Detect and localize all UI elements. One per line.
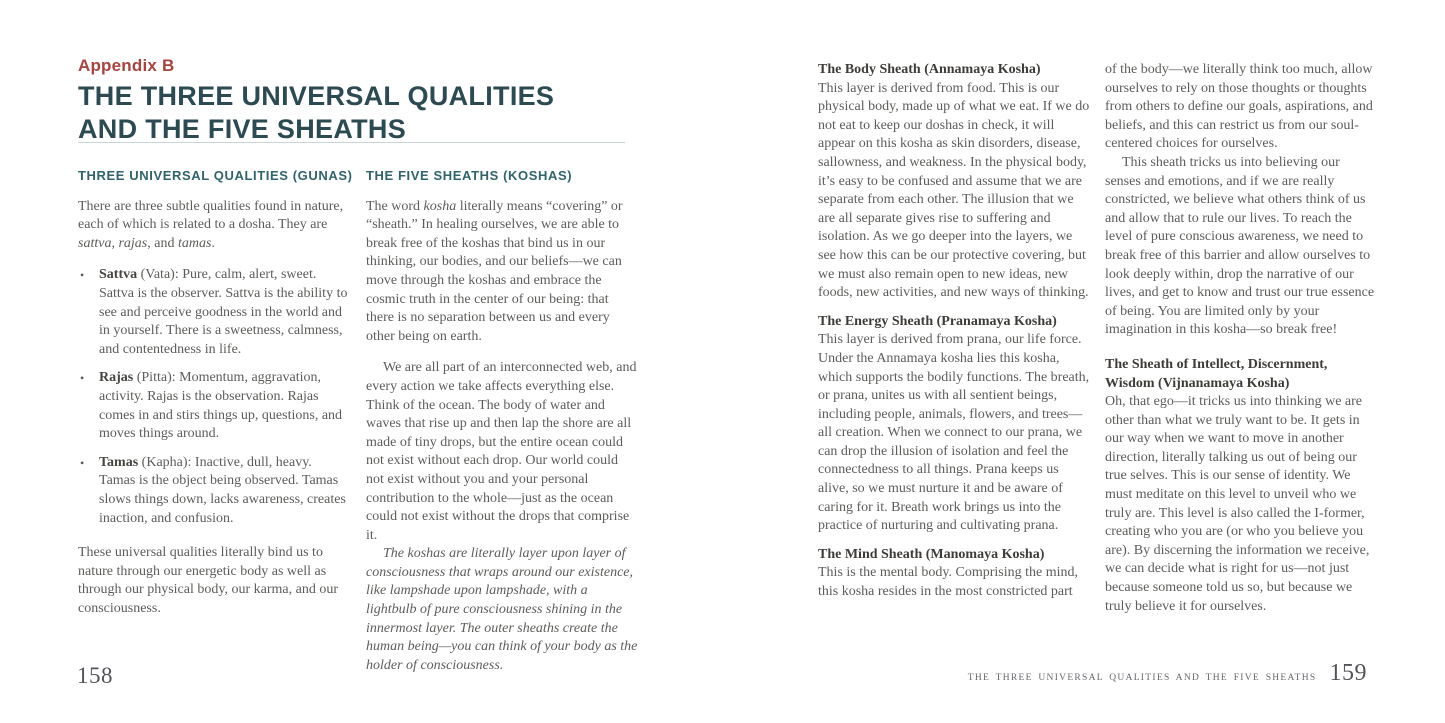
page-title-line2: AND THE FIVE SHEATHS bbox=[78, 114, 407, 144]
bullet-term: Tamas bbox=[99, 454, 139, 470]
koshas-column bbox=[366, 167, 638, 675]
bullet-text: (Kapha): Inactive, dull, heavy. Tamas is the object being observed. Tamas slows things down, lacks awareness, creates inaction, and confusion. bbox=[99, 454, 346, 526]
bullet-icon: • bbox=[80, 371, 85, 386]
section-title: The Body Sheath (Annamaya Kosha) bbox=[818, 62, 1041, 77]
sheaths-column-1 bbox=[818, 61, 1090, 612]
section-body: This layer is derived from prana, our life force. Under the Annamaya kosha lies this kosha, which supports the bodily functions. The breath, or prana, unites us with all sentient beings, including people, animals, flowers, and trees—all creation. When we connect to our prana, we can drop the illusion of isolation and feel the connectedness to all things. Prana keeps us alive, so we must nurture it and be aware of caring for it. Breath work brings us into the practice of nurturing and cultivating prana. bbox=[818, 332, 1090, 534]
mind-sheath-continuation-2: This sheath tricks us into believing our senses and emotions, and if we are really constricted, we believe what others think of us and allow that to rule our lives. To reach the level of pure conscious awareness, we need to break free of this barrier and allow ourselves to look deeply within, drop the narrative of our lives, and get to know and trust our true essence of being. You are limited only by your imagination in this kosha—so break free! bbox=[1105, 154, 1375, 338]
page-number-left: 158 bbox=[77, 663, 113, 688]
bullet-text: (Vata): Pure, calm, alert, sweet. Sattva is the observer. Sattva is the ability to see and perceive goodness in the world and in yourself. There is a sweetness, calmness, and contentedness in life. bbox=[99, 267, 348, 357]
bullet-term: Rajas bbox=[99, 370, 134, 386]
section-body: This layer is derived from food. This is our physical body, made up of what we eat. If we do not eat to keep our doshas in check, it will appear on this kosha as skin disorders, disease, sallowness, and weakness. In the physical body, it’s easy to be confused and assume that we are separate from each other. The illusion that we are all separate gives rise to suffering and isolation. As we go deeper into the layers, we see how this can be our protective covering, but we must also remain open to new ideas, new foods, new activities, and new ways of thinking. bbox=[818, 80, 1090, 301]
list-item-rajas bbox=[78, 369, 350, 443]
section-body: This is the mental body. Comprising the mind, this kosha resides in the most constricted part bbox=[818, 565, 1079, 600]
page-title bbox=[78, 80, 638, 146]
chapter-header bbox=[78, 55, 638, 146]
list-item-sattva bbox=[78, 266, 350, 359]
bullet-icon: • bbox=[80, 455, 85, 470]
title-divider bbox=[78, 142, 625, 143]
running-footer-text: THE THREE UNIVERSAL QUALITIES AND THE FIVE SHEATHS bbox=[967, 673, 1317, 683]
koshas-paragraph-2: We are all part of an interconnected web, and every action we take affects everything else. Think of the ocean. The body of water and waves that rise up and then lap the shore are all made of tiny drops, but the entire ocean could not exist without each drop. Our world could not exist without you and your personal contribution to the whole—just as the ocean could not exist without the drops that comprise it. bbox=[366, 360, 637, 543]
list-item-tamas bbox=[78, 454, 350, 528]
bullet-icon: • bbox=[80, 268, 85, 283]
gunas-intro-paragraph: There are three subtle qualities found in nature, each of which is related to a dosha. They are sattva, rajas, and tamas. bbox=[78, 198, 344, 251]
mind-sheath-continuation: of the body—we literally think too much, allow ourselves to rely on those thoughts or thoughts from others to define our goals, aspirations, and beliefs, and this can restrict us from our soul-centered choices for ourselves. bbox=[1105, 62, 1373, 152]
section-energy-sheath bbox=[818, 313, 1090, 536]
section-body: Oh, that ego—it tricks us into thinking we are other than what we truly want to be. It gets in our way when we want to move in another direction, literally talking us out of being our true selves. This is our sense of identity. We must meditate on this level to unveil who we truly are. This level is also called the I-former, creating who you are (or who you believe you are). By discerning the information we receive, we can decide what is right for us—not just because someone told us so, but because we truly believe it for ourselves. bbox=[1105, 394, 1370, 614]
section-title: The Mind Sheath (Manomaya Kosha) bbox=[818, 546, 1045, 562]
gunas-outro-paragraph: These universal qualities literally bind us to nature through our energetic body as well as through our physical body, our karma, and our consciousness. bbox=[78, 545, 338, 616]
section-intellect-sheath bbox=[1105, 356, 1377, 616]
left-page-footer bbox=[77, 663, 113, 689]
koshas-paragraph-3: The koshas are literally layer upon layer of consciousness that wraps around our existence, like lampshade upon lampshade, with a lightbulb of pure consciousness shining in the innermost layer. The outer sheaths create the human being—you can think of your body as the holder of consciousness. bbox=[366, 546, 638, 673]
page-title-line1: THE THREE UNIVERSAL QUALITIES bbox=[78, 81, 555, 111]
gunas-heading: THREE UNIVERSAL QUALITIES (GUNAS) bbox=[78, 168, 353, 183]
section-mind-sheath bbox=[818, 546, 1090, 602]
gunas-column bbox=[78, 167, 353, 631]
section-title: The Sheath of Intellect, Discernment, Wisdom (Vijnanamaya Kosha) bbox=[1105, 356, 1328, 391]
koshas-heading: THE FIVE SHEATHS (KOSHAS) bbox=[366, 168, 573, 183]
bullet-term: Sattva bbox=[99, 267, 138, 283]
right-page-footer bbox=[968, 660, 1367, 687]
sheaths-column-2 bbox=[1105, 61, 1377, 626]
bullet-text: (Pitta): Momentum, aggravation, activity. Rajas is the observation. Rajas comes in and stirs things up, questions, and moves things around. bbox=[99, 370, 343, 442]
section-body-sheath bbox=[818, 61, 1090, 303]
koshas-paragraph-1: The word kosha literally means “covering” or “sheath.” In healing ourselves, we are able to break free of the koshas that bind us in our thinking, our bodies, and our beliefs—we can move through the koshas and embrace the cosmic truth in the center of our being: that there is no separation between us and every other being on earth. bbox=[366, 198, 623, 344]
page-number-right: 159 bbox=[1329, 660, 1367, 686]
appendix-kicker: Appendix B bbox=[78, 56, 175, 75]
section-title: The Energy Sheath (Pranamaya Kosha) bbox=[818, 313, 1057, 329]
